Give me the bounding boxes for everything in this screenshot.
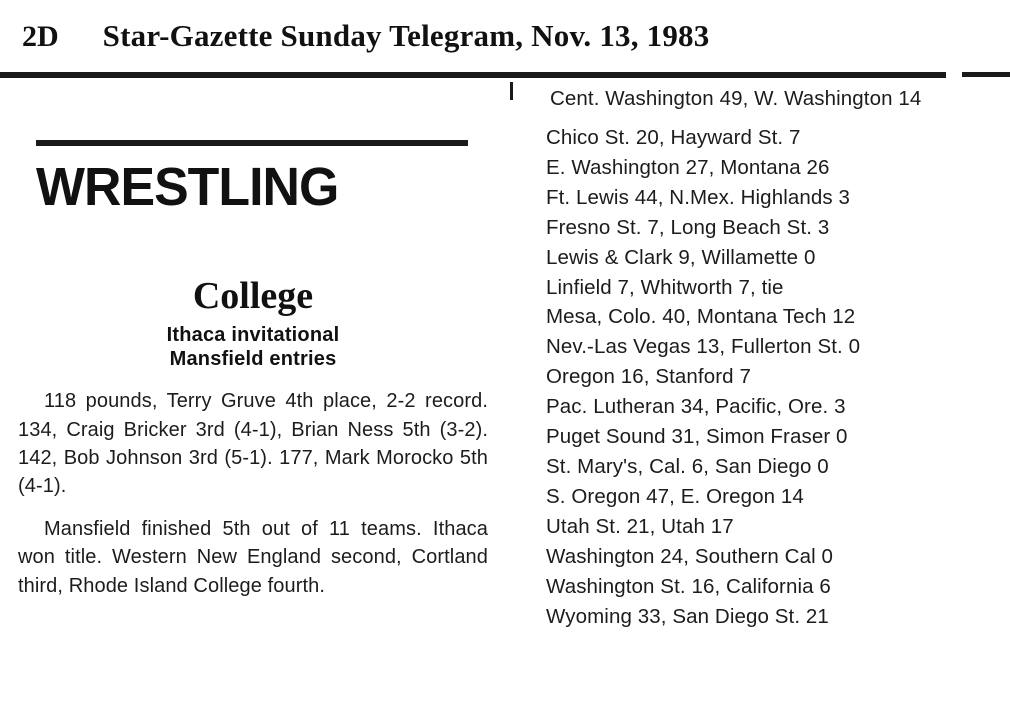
score-line: Washington St. 16, California 6 [546, 574, 831, 598]
left-column [18, 92, 488, 600]
event-title: Ithaca invitational [166, 324, 340, 347]
page-number: 2D [22, 20, 59, 53]
right-column-scores [546, 84, 998, 632]
score-line: Fresno St. 7, Long Beach St. 3 [546, 215, 830, 239]
column-tick-rule [510, 82, 513, 100]
score-line: Washington 24, Southern Cal 0 [546, 544, 834, 568]
article-paragraph-2: Mansfield finished 5th out of 11 teams. Ithaca won title. Western New England second, Cortland third, Rhode Island College fourth. [18, 517, 488, 597]
score-line: Utah St. 21, Utah 17 [546, 514, 734, 538]
masthead [0, 18, 1010, 66]
score-line: Wyoming 33, San Diego St. 21 [546, 604, 829, 628]
score-line: Oregon 16, Stanford 7 [546, 365, 751, 389]
score-line: Ft. Lewis 44, N.Mex. Highlands 3 [546, 185, 850, 209]
article-paragraph-1: 118 pounds, Terry Gruve 4th place, 2-2 record. 134, Craig Bricker 3rd (4-1), Brian Ness 5th (3-2). 142, Bob Johnson 3rd (5-1). 177, Mark Morocko 5th (4-1). [18, 390, 488, 498]
score-line: Chico St. 20, Hayward St. 7 [546, 125, 801, 149]
masthead-rule [0, 72, 946, 78]
score-line: St. Mary's, Cal. 6, San Diego 0 [546, 455, 829, 479]
section-title: WRESTLING [36, 157, 339, 217]
masthead-rule-right-segment [962, 72, 1010, 77]
entries-heading: Mansfield entries [169, 348, 337, 371]
score-line: Mesa, Colo. 40, Montana Tech 12 [546, 305, 856, 329]
score-line: Linfield 7, Whitworth 7, tie [546, 275, 784, 299]
score-line: Nev.-Las Vegas 13, Fullerton St. 0 [546, 335, 861, 359]
score-line: Cent. Washington 49, W. Washington 14 [550, 87, 922, 110]
score-line: Puget Sound 31, Simon Fraser 0 [546, 425, 848, 449]
newspaper-title: Star-Gazette Sunday Telegram, Nov. 13, 1983 [102, 18, 710, 53]
score-line: Lewis & Clark 9, Willamette 0 [546, 245, 816, 269]
subsection-title: College [192, 275, 314, 318]
section-divider-rule [36, 140, 468, 146]
score-line: S. Oregon 47, E. Oregon 14 [546, 484, 804, 508]
score-line: Pac. Lutheran 34, Pacific, Ore. 3 [546, 395, 846, 419]
score-line: E. Washington 27, Montana 26 [546, 155, 830, 179]
